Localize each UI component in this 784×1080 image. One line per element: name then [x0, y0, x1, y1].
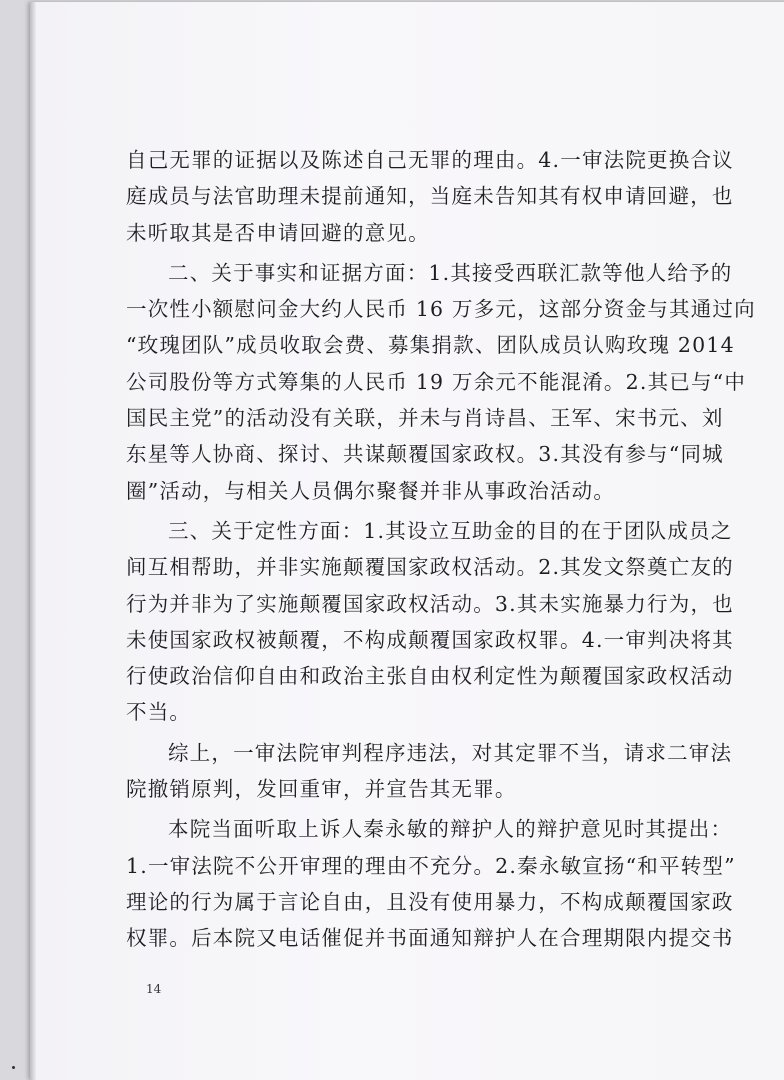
- text-line: 国民主党”的活动没有关联，并未与肖诗昌、王军、宋书元、刘: [126, 406, 724, 431]
- text-line: 未使国家政权被颠覆，不构成颠覆国家政权罪。4.一审判决将其: [126, 627, 734, 652]
- paragraph-start: 三、关于定性方面：1.其设立互助金的目的在于团队成员之: [168, 518, 733, 543]
- page-number: 14: [146, 982, 162, 996]
- text-line: 理论的行为属于言论自由，且没有使用暴力，不构成颠覆国家政: [126, 889, 734, 914]
- text-line: “玫瑰团队”成员收取会费、募集捐款、团队成员认购玫瑰 2014: [126, 333, 735, 358]
- text-line: 庭成员与法官助理未提前通知，当庭未告知其有权申请回避，也: [126, 184, 734, 209]
- text-line: 间互相帮助，并非实施颠覆国家政权活动。2.其发文祭奠亡友的: [126, 555, 734, 580]
- document-body: [126, 142, 756, 957]
- text-line: 未听取其是否申请回避的意见。: [126, 220, 430, 245]
- text-line: 自己无罪的证据以及陈述自己无罪的理由。4.一审法院更换合议: [126, 148, 734, 172]
- text-line: 东星等人协商、探讨、共谋颠覆国家政权。3.其没有参与“同城: [126, 442, 724, 467]
- text-line: 圈”活动，与相关人员偶尔聚餐并非从事政治活动。: [126, 478, 616, 503]
- page-edge: [30, 2, 36, 1080]
- text-line: 公司股份等方式筹集的人民币 19 万余元不能混淆。2.其已与“中: [126, 369, 747, 394]
- text-line: 行使政治信仰自由和政治主张自由权利定性为颠覆国家政权活动: [126, 664, 734, 689]
- text-line: 权罪。后本院又电话催促并书面通知辩护人在合理期限内提交书: [126, 926, 734, 951]
- paragraph-start: 综上，一审法院审判程序违法，对其定罪不当，请求二审法: [168, 740, 733, 765]
- text-line: 不当。: [126, 700, 192, 725]
- paragraph-start: 本院当面听取上诉人秦永敏的辩护人的辩护意见时其提出：: [168, 817, 733, 842]
- scan-dot: [12, 1066, 15, 1069]
- text-line: 一次性小额慰问金大约人民币 16 万多元，这部分资金与其通过向: [126, 297, 756, 322]
- text-line: 院撤销原判，发回重审，并宣告其无罪。: [126, 777, 517, 802]
- paragraph-start: 二、关于事实和证据方面：1.其接受西联汇款等他人给予的: [168, 260, 733, 285]
- text-line: 1.一审法院不公开审理的理由不充分。2.秦永敏宣扬“和平转型”: [126, 853, 736, 878]
- document-page: [30, 2, 784, 1080]
- text-line: 行为并非为了实施颠覆国家政权活动。3.其未实施暴力行为，也: [126, 591, 734, 616]
